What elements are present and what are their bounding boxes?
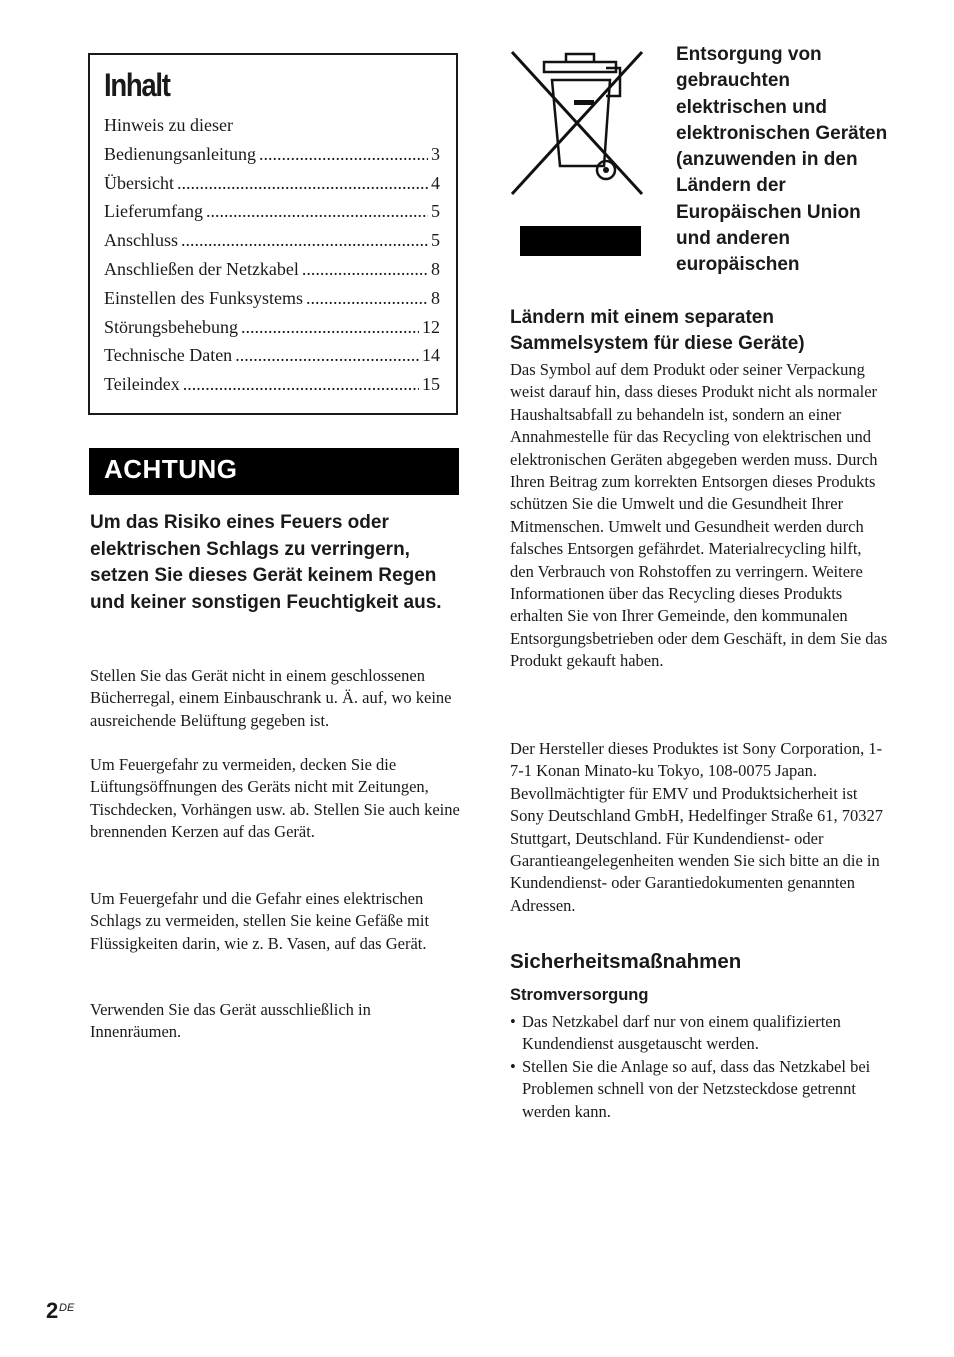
toc-leader-dots — [177, 169, 428, 198]
toc-leader-dots — [302, 255, 428, 284]
toc-entry-page: 8 — [431, 287, 440, 308]
safety-heading: Sicherheitsmaßnahmen — [510, 950, 742, 973]
toc-leader-dots — [181, 226, 428, 255]
list-item: • Das Netzkabel darf nur von einem qualifizierten Kundendienst ausgetauscht werden. — [510, 1011, 888, 1056]
manufacturer-paragraph: Der Hersteller dieses Produktes ist Sony Corporation, 1-7-1 Konan Minato-ku Tokyo, 108-0075 Japan. Bevollmächtigter für EMV und Produktsicherheit ist Sony Deutschland GmbH, Hedelfinger Straße 61, 70327 Stuttgart, Deutschland. Für Kundendienst- oder Garantieangelegenheiten wenden Sie sich bitte an die in Kundendienst- oder Garantiedokumenten genannten Adressen. — [510, 739, 884, 915]
toc-entry[interactable] — [104, 169, 440, 198]
toc-leader-dots — [235, 341, 419, 370]
toc-entry-text: Anschließen der Netzkabel — [104, 258, 299, 279]
toc-leader-dots — [241, 313, 419, 342]
toc-entry-page: 3 — [431, 143, 440, 164]
power-supply-subheading: Stromversorgung — [510, 986, 649, 1004]
toc-entry-text: Hinweis zu dieser — [104, 115, 233, 135]
disposal-heading-wide: Ländern mit einem separaten Sammelsystem für diese Geräte) — [510, 307, 805, 355]
toc-entry-page: 5 — [431, 230, 440, 251]
toc-entry-text: Bedienungsanleitung — [104, 143, 256, 164]
toc-entry-page: 8 — [431, 258, 440, 279]
toc-entry-page: 14 — [422, 345, 440, 366]
disposal-heading-short: Entsorgung von gebrauchten elektrischen und elektronischen Geräten (anzuwenden in den Ländern der Europäischen Union und anderen europäischen — [676, 44, 888, 276]
toc-entry-text: Anschluss — [104, 230, 179, 251]
toc-entry[interactable] — [104, 313, 440, 342]
fire-shock-warning: Um das Risiko eines Feuers oder elektrischen Schlags zu verringern, setzen Sie dieses Gerät keinem Regen und keiner sonstigen Feuchtigkeit aus. — [90, 512, 442, 613]
achtung-heading: ACHTUNG — [104, 454, 238, 484]
toc-list — [104, 111, 440, 399]
toc-entry-page: 12 — [422, 316, 440, 337]
disposal-paragraph: Das Symbol auf dem Produkt oder seiner Verpackung weist darauf hin, dass dieses Produkt nicht als normaler Haushaltsabfall zu behandeln ist, sondern an einer Annahmestelle für das Recycling von elektrischen und elektronischen Geräten abgegeben werden muss. Durch Ihren Beitrag zum korrekten Entsorgen dieses Produkts schützen Sie die Umwelt und die Gesundheit Ihrer Mitmenschen. Umwelt und Gesundheit werden durch falsches Entsorgen gefährdet. Materialrecycling hilft, den Verbrauch von Rohstoffen zu verringern. Weitere Informationen über das Recycling dieses Produkts erhalten Sie von Ihrer Gemeinde, den kommunalen Entsorgungsbetrieben oder dem Geschäft, in dem Sie das Produkt gekauft haben. — [510, 360, 888, 671]
toc-entry-text: Technische Daten — [104, 345, 233, 366]
indoor-use-paragraph: Verwenden Sie das Gerät ausschließlich in Innenräumen. — [90, 1000, 371, 1042]
toc-entry[interactable] — [104, 226, 440, 255]
toc-entry-text: Störungsbehebung — [104, 316, 238, 337]
toc-entry — [104, 111, 440, 140]
crossed-out-wheelie-bin-icon — [510, 48, 645, 258]
liquids-paragraph: Um Feuergefahr und die Gefahr eines elektrischen Schlags zu vermeiden, stellen Sie keine Gefäße mit Flüssigkeiten darin, wie z. B. Vasen, auf das Gerät. — [90, 889, 430, 953]
toc-entry-text: Übersicht — [104, 172, 174, 193]
toc-leader-dots — [306, 284, 428, 313]
toc-title: Inhalt — [104, 67, 170, 103]
toc-entry-page: 4 — [431, 172, 440, 193]
toc-entry[interactable] — [104, 197, 440, 226]
fire-hazard-paragraph: Um Feuergefahr zu vermeiden, decken Sie die Lüftungsöffnungen des Geräts nicht mit Zeitungen, Tischdecken, Vorhängen usw. ab. Stellen Sie auch keine brennenden Kerzen auf das Gerät. — [90, 755, 460, 842]
toc-leader-dots — [183, 370, 419, 399]
toc-entry[interactable] — [104, 341, 440, 370]
toc-entry[interactable] — [104, 255, 440, 284]
table-of-contents — [88, 53, 458, 415]
achtung-heading-bar — [89, 448, 459, 495]
ventilation-paragraph: Stellen Sie das Gerät nicht in einem geschlossenen Bücherregal, einem Einbauschrank u. Ä. auf, wo keine ausreichende Belüftung gegeben ist. — [90, 666, 452, 730]
list-item: • Stellen Sie die Anlage so auf, dass das Netzkabel bei Problemen schnell von der Netzsteckdose getrennt werden kann. — [510, 1056, 888, 1123]
toc-entry[interactable] — [104, 370, 440, 399]
toc-entry[interactable] — [104, 140, 440, 169]
toc-leader-dots — [206, 197, 428, 226]
toc-leader-dots — [259, 140, 428, 169]
power-supply-list — [510, 1011, 888, 1123]
toc-entry-page: 5 — [431, 201, 440, 222]
toc-entry-text: Teileindex — [104, 374, 180, 395]
page-number: 2 — [46, 1298, 59, 1323]
toc-entry-page: 15 — [422, 374, 440, 395]
page-language: DE — [59, 1302, 75, 1314]
toc-entry-text: Einstellen des Funksystems — [104, 287, 303, 308]
toc-entry[interactable] — [104, 284, 440, 313]
toc-entry-text: Lieferumfang — [104, 201, 203, 222]
